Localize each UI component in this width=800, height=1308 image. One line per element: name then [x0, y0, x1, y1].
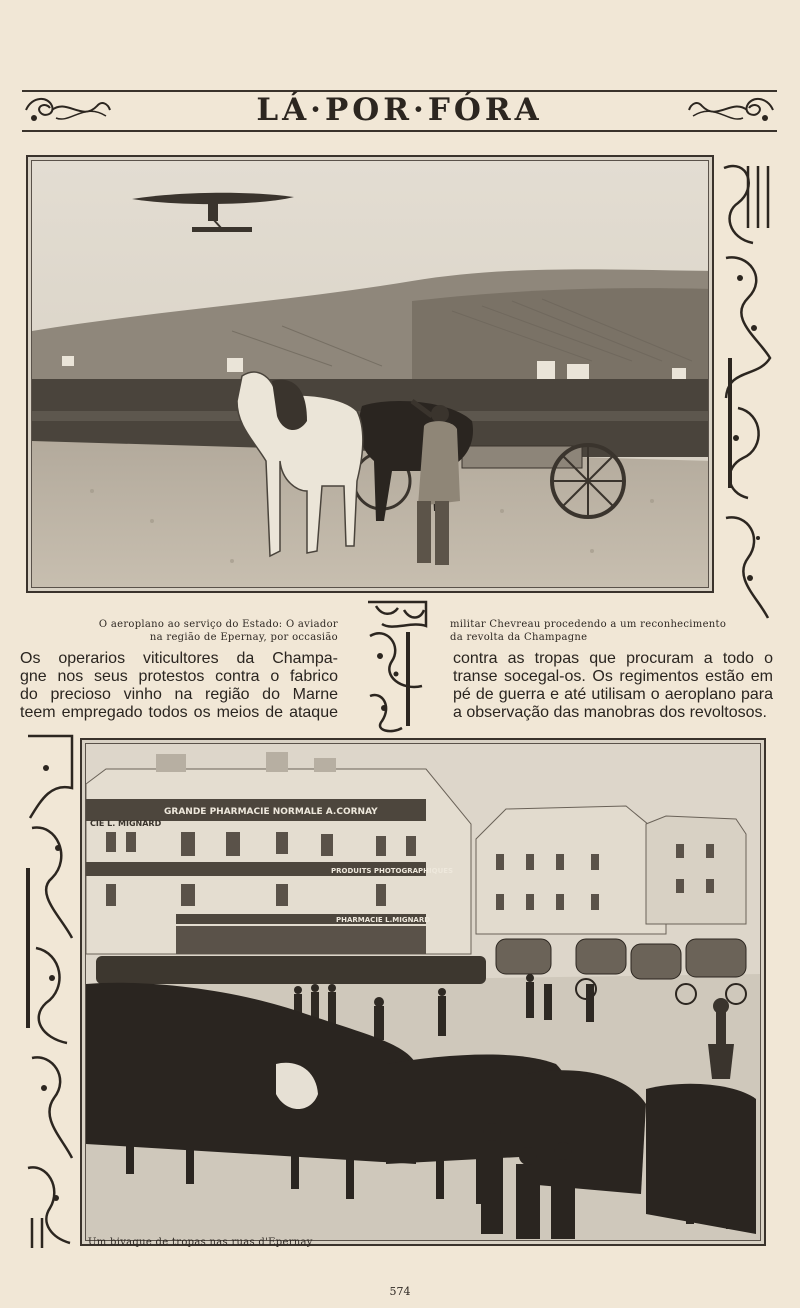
- header-banner: [22, 90, 777, 132]
- sign-produits: PRODUITS PHOTOGRAPHIQUES: [331, 867, 454, 875]
- page-title: LÁ·POR·FÓRA: [256, 92, 543, 128]
- bivouac-photo-image: [86, 744, 761, 1241]
- bivouac-photo: [80, 738, 766, 1246]
- banner-bottom-rule: [22, 130, 777, 132]
- sign-grande-pharmacie: GRANDE PHARMACIE NORMALE A.CORNAY: [164, 807, 378, 817]
- article-left-line: teem empregado todos os meios de ataque: [20, 704, 338, 721]
- center-ornament: [362, 596, 432, 736]
- sign-pharmacie-lower: PHARMACIE L.MIGNARD: [336, 916, 431, 924]
- top-photo-caption-right: [450, 618, 770, 644]
- article-right-line: pé de guerra e até utilisam o aeroplano para: [453, 686, 773, 703]
- article-left-line: do precioso vinho na região do Marne: [20, 686, 338, 703]
- article-left-line: gne nos seus protestos contra o fabrico: [20, 668, 338, 685]
- article-right-line: transe socegal-os. Os regimentos estão em: [453, 668, 773, 685]
- top-caption-left-line1: O aeroplano ao serviço do Estado: O aviador: [98, 619, 338, 630]
- article-right-line: contra as tropas que procuram a todo o: [453, 650, 773, 667]
- top-photo-caption-left: [80, 618, 338, 644]
- article-right-column: [453, 650, 773, 722]
- aeroplane-photo-image: [32, 161, 709, 588]
- bivouac-photo-frame: [85, 743, 761, 1241]
- top-caption-left-line2: na região de Epernay, por occasião: [149, 632, 338, 643]
- banner-right-scroll-ornament: [687, 92, 777, 128]
- top-caption-right-line2: da revolta da Champagne: [450, 632, 588, 643]
- pharmacy-building: [86, 752, 471, 954]
- article-right-line: a observação das manobras dos revoltosos.: [453, 704, 767, 721]
- bivouac-caption: Um bivaque de tropas nas ruas d'Epernay: [88, 1237, 313, 1248]
- right-vertical-ornament: [718, 158, 774, 628]
- left-vertical-ornament: [22, 728, 78, 1253]
- page-number: 574: [389, 1285, 411, 1298]
- right-buildings: [476, 806, 746, 934]
- sign-mignard: CIE L. MIGNARD: [90, 819, 162, 828]
- aeroplane-photo: [26, 155, 714, 593]
- aeroplane-photo-frame: [31, 160, 709, 588]
- banner-left-scroll-ornament: [22, 92, 112, 128]
- top-caption-right-line1: militar Chevreau procedendo a um reconhecimento: [450, 619, 727, 630]
- article-left-column: [20, 650, 338, 722]
- article-left-line: Os operarios viticultores da Champa-: [20, 650, 338, 667]
